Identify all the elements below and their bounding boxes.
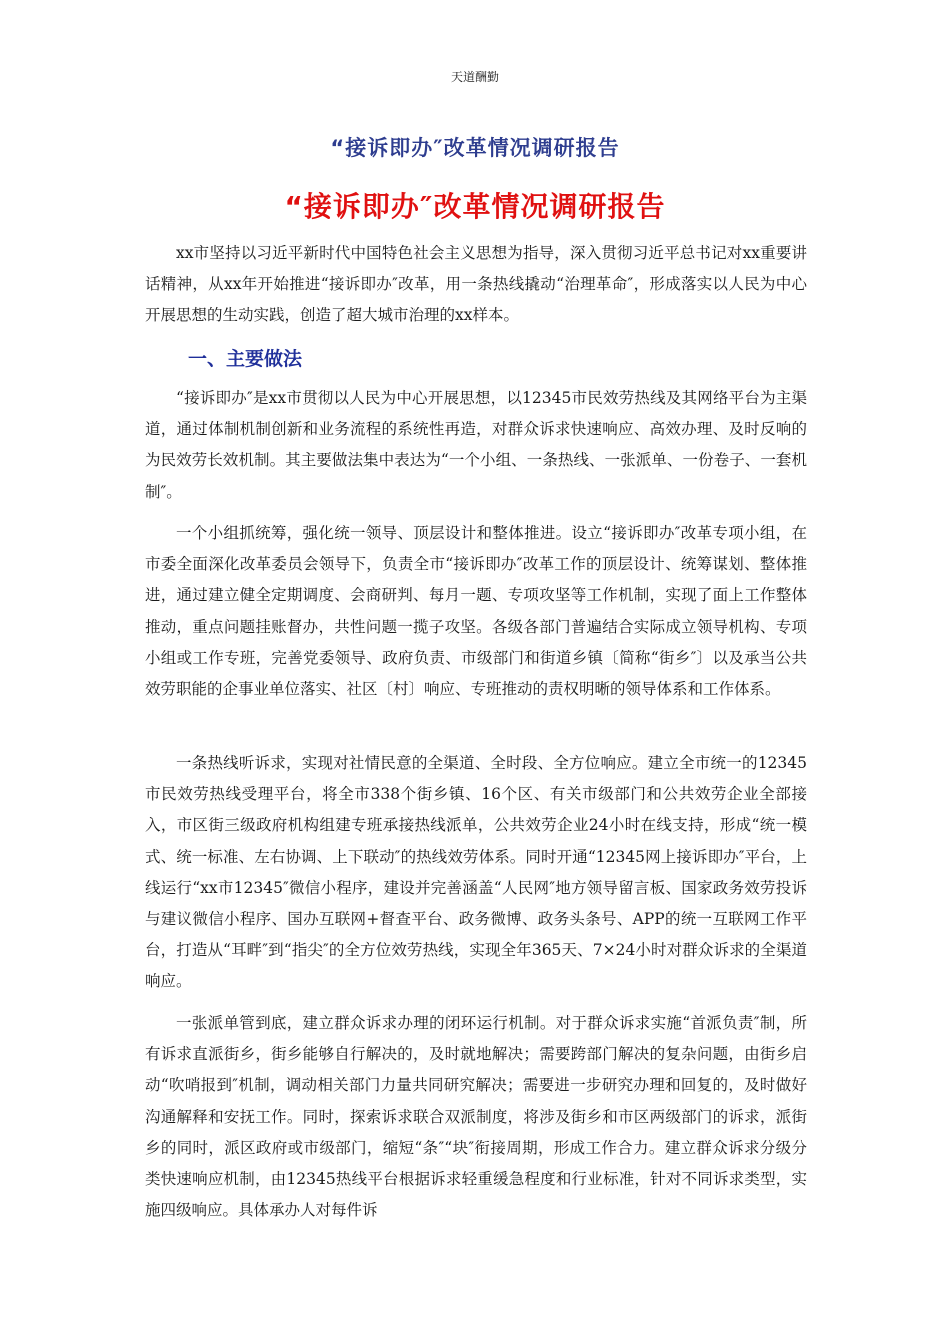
body-paragraph: 一条热线听诉求，实现对社情民意的全渠道、全时段、全方位响应。建立全市统一的12345市民效劳热线受理平台，将全市338个街乡镇、16个区、有关市级部门和公共效劳企业全部接入，市区街三级政府机构组建专班承接热线派单，公共效劳企业24小时在线支持，形成“统一模式、统一标准、左右协调、上下联动″的热线效劳体系。同时开通“12345网上接诉即办″平台，上线运行“xx市12345″微信小程序，建设并完善涵盖“人民网″地方领导留言板、国家政务效劳投诉与建议微信小程序、国办互联网+督查平台、政务微博、政务头条号、APP的统一互联网工作平台，打造从“耳畔″到“指尖″的全方位效劳热线，实现全年365天、7×24小时对群众诉求的全渠道响应。 xyxy=(145,754,807,991)
body-paragraph: 一个小组抓统筹，强化统一领导、顶层设计和整体推进。设立“接诉即办″改革专项小组，在市委全面深化改革委员会领导下，负责全市“接诉即办″改革工作的顶层设计、统筹谋划、整体推进，通过建立健全定期调度、会商研判、每月一题、专项攻坚等工作机制，实现了面上工作整体推动，重点问题挂账督办，共性问题一揽子攻坚。各级各部门普遍结合实际成立领导机构、专项小组或工作专班，完善党委领导、政府负责、市级部门和街道乡镇〔简称“街乡″〕以及承当公共效劳职能的企事业单位落实、社区〔村〕响应、专班推动的责权明晰的领导体系和工作体系。 xyxy=(145,524,807,699)
body-paragraph: 一张派单管到底，建立群众诉求办理的闭环运行机制。对于群众诉求实施“首派负责″制，所有诉求直派街乡，街乡能够自行解决的，及时就地解决；需要跨部门解决的复杂问题，由街乡启动“吹哨报到″机制，调动相关部门力量共同研究解决；需要进一步研究办理和回复的，及时做好沟通解释和安抚工作。同时，探索诉求联合双派制度，将涉及街乡和市区两级部门的诉求，派街乡的同时，派区政府或市级部门，缩短“条″“块″衔接周期，形成工作合力。建立群众诉求分级分类快速响应机制，由12345热线平台根据诉求轻重缓急程度和行业标准，针对不同诉求类型，实施四级响应。具体承办人对每件诉 xyxy=(145,1014,807,1220)
body-paragraph: “接诉即办″是xx市贯彻以人民为中心开展思想，以12345市民效劳热线及其网络平台为主渠道，通过体制机制创新和业务流程的系统性再造，对群众诉求快速响应、高效办理、及时反响的为民效劳长效机制。其主要做法集中表达为“一个小组、一条热线、一张派单、一份卷子、一套机制″。 xyxy=(145,389,807,501)
intro-paragraph: xx市坚持以习近平新时代中国特色社会主义思想为指导，深入贯彻习近平总书记对xx重要讲话精神，从xx年开始推进“接诉即办″改革，用一条热线撬动“治理革命″，形成落实以人民为中心开展思想的生动实践，创造了超大城市治理的xx样本。 xyxy=(145,244,807,325)
header-note: 天道酬勤 xyxy=(450,70,499,84)
paragraph-block-2 xyxy=(145,518,807,705)
intro-section xyxy=(145,238,807,332)
paragraph-block-1 xyxy=(145,383,807,508)
paragraph-block-3 xyxy=(145,748,807,998)
document-subtitle: “接诉即办″改革情况调研报告 xyxy=(330,136,620,160)
section-heading-main-practices: 一、主要做法 xyxy=(188,348,303,370)
paragraph-block-4 xyxy=(145,1008,807,1226)
document-title: “接诉即办″改革情况调研报告 xyxy=(284,190,666,223)
